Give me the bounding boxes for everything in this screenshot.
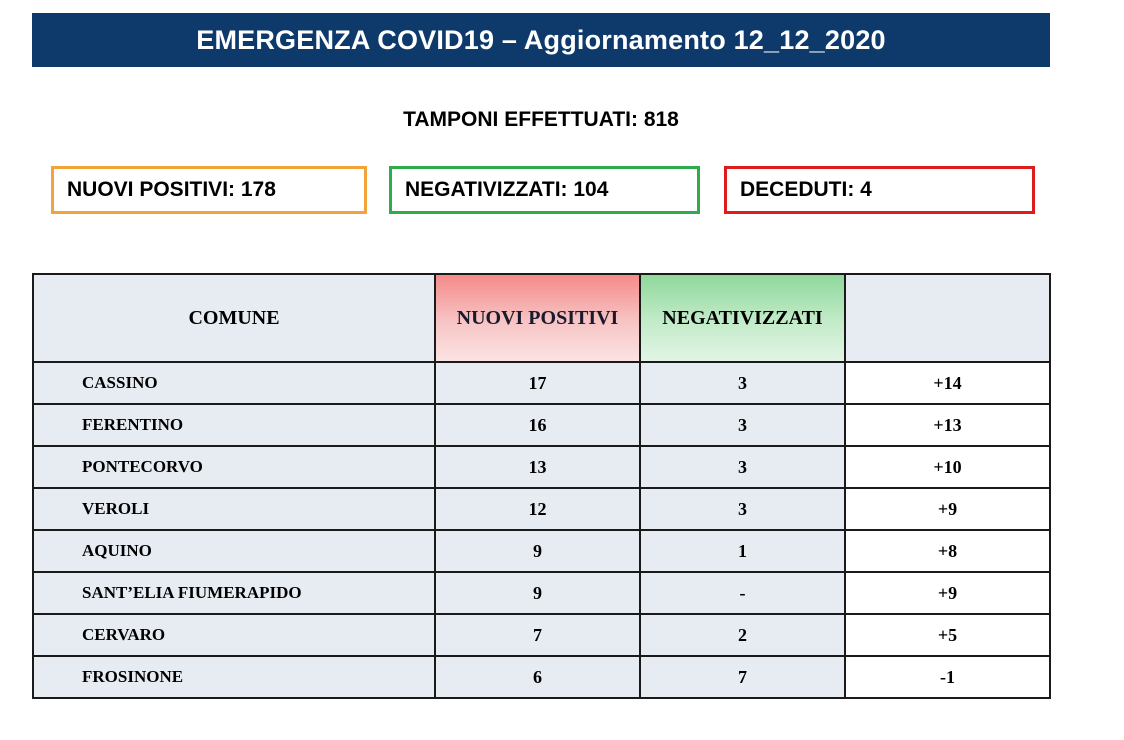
cell-positivi: 9 — [435, 530, 640, 572]
cell-positivi: 9 — [435, 572, 640, 614]
column-header-comune: COMUNE — [33, 274, 435, 362]
cell-comune: VEROLI — [33, 488, 435, 530]
column-header-differenza — [845, 274, 1050, 362]
cell-positivi: 16 — [435, 404, 640, 446]
cell-negativizzati: 2 — [640, 614, 845, 656]
table-header-row — [33, 274, 1050, 362]
tamponi-count: TAMPONI EFFETTUATI: 818 — [403, 108, 679, 131]
cell-negativizzati: 3 — [640, 446, 845, 488]
cell-comune: FERENTINO — [33, 404, 435, 446]
cell-comune: PONTECORVO — [33, 446, 435, 488]
negativizzati-box: NEGATIVIZZATI: 104 — [389, 166, 700, 214]
table-row — [33, 572, 1050, 614]
cell-negativizzati: 3 — [640, 488, 845, 530]
cell-diff: +9 — [845, 488, 1050, 530]
nuovi-positivi-box: NUOVI POSITIVI: 178 — [51, 166, 367, 214]
cell-comune: SANT’ELIA FIUMERAPIDO — [33, 572, 435, 614]
cell-negativizzati: 7 — [640, 656, 845, 698]
cell-positivi: 13 — [435, 446, 640, 488]
cell-diff: -1 — [845, 656, 1050, 698]
cell-positivi: 7 — [435, 614, 640, 656]
column-header-negativizzati: NEGATIVIZZATI — [640, 274, 845, 362]
table-body — [33, 362, 1050, 698]
table-row — [33, 614, 1050, 656]
deceduti-box: DECEDUTI: 4 — [724, 166, 1035, 214]
cell-comune: CERVARO — [33, 614, 435, 656]
cell-comune: FROSINONE — [33, 656, 435, 698]
page-title: EMERGENZA COVID19 – Aggiornamento 12_12_2020 — [32, 13, 1050, 67]
cell-diff: +10 — [845, 446, 1050, 488]
cell-negativizzati: - — [640, 572, 845, 614]
cell-diff: +8 — [845, 530, 1050, 572]
column-header-nuovi-positivi: NUOVI POSITIVI — [435, 274, 640, 362]
cell-positivi: 6 — [435, 656, 640, 698]
cell-comune: AQUINO — [33, 530, 435, 572]
cell-negativizzati: 1 — [640, 530, 845, 572]
cell-negativizzati: 3 — [640, 362, 845, 404]
table-row — [33, 362, 1050, 404]
cell-comune: CASSINO — [33, 362, 435, 404]
table-row — [33, 404, 1050, 446]
table-row — [33, 530, 1050, 572]
table-row — [33, 446, 1050, 488]
table-row — [33, 488, 1050, 530]
table-header — [33, 274, 1050, 362]
cell-positivi: 12 — [435, 488, 640, 530]
cell-diff: +13 — [845, 404, 1050, 446]
cell-positivi: 17 — [435, 362, 640, 404]
cell-diff: +5 — [845, 614, 1050, 656]
cell-diff: +9 — [845, 572, 1050, 614]
cell-diff: +14 — [845, 362, 1050, 404]
table-row — [33, 656, 1050, 698]
comuni-table — [32, 273, 1051, 699]
cell-negativizzati: 3 — [640, 404, 845, 446]
